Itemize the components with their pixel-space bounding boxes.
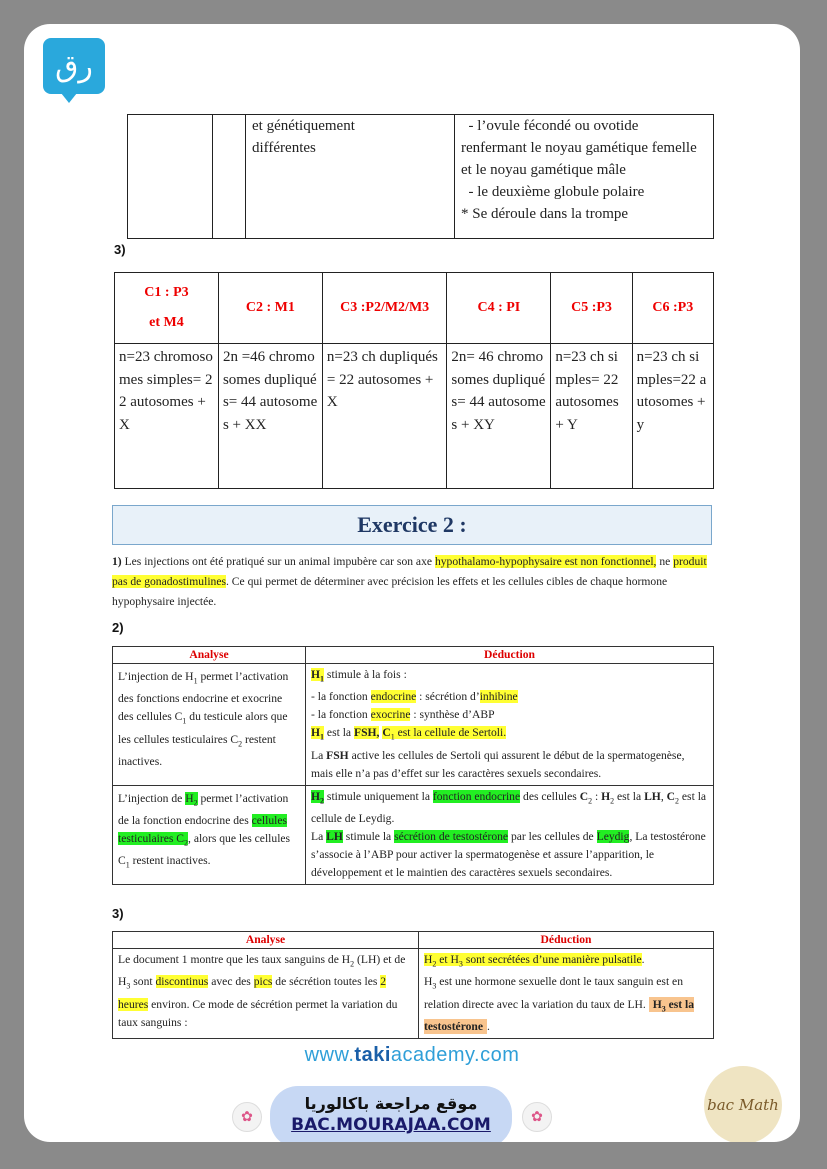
exercise-2-title: Exercice 2 : <box>112 505 712 545</box>
r2-analyse: L’injection de $H_2$ permet l’activation de la fonction endocrine des cellules testiculaires $C_2$, alors que les cellules $C_1$ restent inactives. <box>113 785 306 884</box>
header-c3: C3 :P2/M2/M3 <box>322 273 447 344</box>
cell-c3: n=23 ch dupliqués= 22 autosomes + X <box>322 344 447 489</box>
deduction-header-3: Déduction <box>419 932 714 949</box>
header-c5: C5 :P3 <box>551 273 632 344</box>
cell-c1: n=23 chromosomes simples= 22 autosomes + X <box>115 344 219 489</box>
logo-icon: رق <box>43 38 105 94</box>
header-c4: C4 : PI <box>447 273 551 344</box>
takiacademy-link[interactable]: www.takiacademy.com <box>304 1044 520 1066</box>
header-c6: C6 :P3 <box>632 273 713 344</box>
header-c1: C1 : P3 et M4 <box>115 273 219 344</box>
seal-icon-left: ✿ <box>232 1102 262 1132</box>
r2-deduction: $H_2$ stimule uniquement la fonction endocrine des cellules $C_2$ : $H_2$ est la LH, $C_2$ est la cellule de Leydig. La LH stimule la sécrétion de testostérone par les cellules de Leydig, La testostérone s’associe à l’ABP pour activer la spermatogenèse et assure l’apparition, le développement et le maintien des caractères sexuels secondaires. <box>306 785 714 884</box>
header-c2: C2 : M1 <box>218 273 322 344</box>
cell-c2: 2n =46 chromosomes dupliqués= 44 autosomes + XX <box>218 344 322 489</box>
analyse-header: Analyse <box>113 647 306 664</box>
deduction-header: Déduction <box>306 647 714 664</box>
seal-icon-right: ✿ <box>522 1102 552 1132</box>
section-label-3b: 3) <box>112 906 124 921</box>
section-label-3a: 3) <box>114 242 126 257</box>
analysis-deduction-table-2 <box>112 646 714 885</box>
meiosis-table-continuation <box>127 114 714 239</box>
bac-mourajaa-banner[interactable]: موقع مراجعة باكالوريا BAC.MOURAJAA.COM <box>270 1086 512 1142</box>
section-label-2: 2) <box>112 620 124 635</box>
table1-col4: - l’ovule fécondé ou ovotide renfermant le noyau gamétique femelle et le noyau gamétique mâle - le deuxième globule polaire * Se déroule dans la trompe <box>455 115 714 239</box>
cell-c5: n=23 ch simples= 22 autosomes + Y <box>551 344 632 489</box>
analyse-header-3: Analyse <box>113 932 419 949</box>
chromosome-table <box>114 272 714 489</box>
table1-col3: et génétiquement différentes <box>246 115 455 239</box>
cell-c6: n=23 ch simples=22 autosomes +y <box>632 344 713 489</box>
r1-deduction: $H_1$ stimule à la fois : - la fonction endocrine : sécrétion d’inhibine - la fonction exocrine : synthèse d’ABP $H_1$ est la FSH, $C_1$ est la cellule de Sertoli. La FSH active les cellules de Sertoli qui assurent le début de la spermatogenèse, mais elle n’a pas d’effet sur les caractères sexuels secondaires. <box>306 664 714 786</box>
analysis-deduction-table-3 <box>112 931 714 1039</box>
r1-analyse: L’injection de $H_1$ permet l’activation des fonctions endocrine et exocrine des cellules $C_1$ du testicule alors que les cellules testiculaires $C_2$ restent inactives. <box>113 664 306 786</box>
document-page <box>24 24 800 1142</box>
r3-analyse: Le document 1 montre que les taux sanguins de $H_2$ (LH) et de $H_3$ sont discontinus avec des pics de sécrétion toutes les 2 heures environ. Ce mode de sécrétion permet la variation du taux sanguins : <box>113 949 419 1039</box>
answer-1-paragraph: 1) Les injections ont été pratiqué sur un animal impubère car son axe hypothalamo-hypophysaire est non fonctionnel, ne produit pas de gonadostimulines. Ce qui permet de déterminer avec précision les effets et les cellules cibles de chaque hormone hypophysaire injectée. <box>112 555 707 608</box>
bac-math-badge: bac Math <box>704 1066 782 1142</box>
r3-deduction: $H_2$ et $H_3$ sont secrétées d’une manière pulsatile. $H_3$ est une hormone sexuelle dont le taux sanguin est en relation directe avec la variation du taux de LH. $H_3$ est la testostérone . <box>419 949 714 1039</box>
cell-c4: 2n= 46 chromosomes dupliqués= 44 autosomes + XY <box>447 344 551 489</box>
